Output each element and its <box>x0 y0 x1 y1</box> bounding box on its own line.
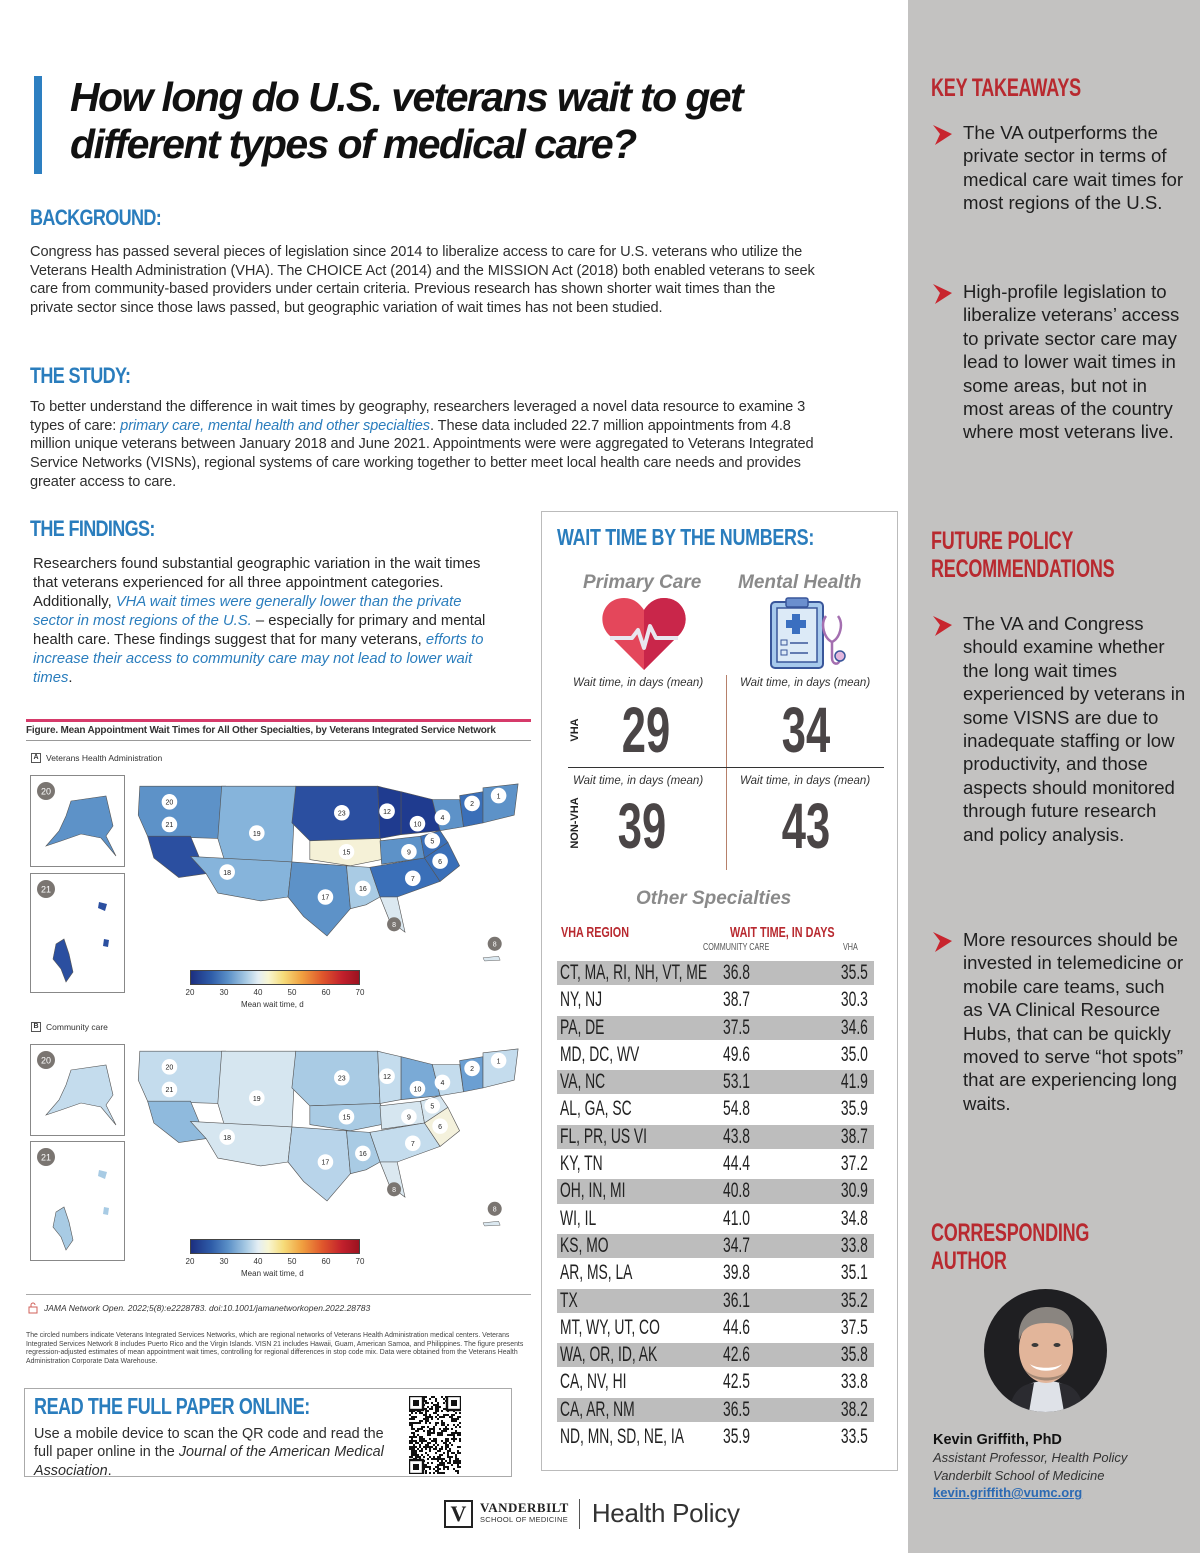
cell-vha: 35.2 <box>841 1288 868 1312</box>
numbers-heading: WAIT TIME BY THE NUMBERS: <box>557 524 814 550</box>
puerto-rico-shape <box>483 1221 500 1226</box>
visn-marker-label: 4 <box>440 815 445 823</box>
panel-a-letter: A <box>31 753 41 763</box>
visn-marker-label: 5 <box>430 838 435 846</box>
wait-label: Wait time, in days (mean) <box>740 677 871 689</box>
scale-tick: 70 <box>355 1257 365 1266</box>
findings-highlight: VHA wait times were generally lower than the private sector in most regions of the U.S. <box>33 594 462 629</box>
cell-community-care: 40.8 <box>723 1179 750 1203</box>
visn-marker-label: 20 <box>40 1055 52 1066</box>
visn-marker-label: 16 <box>358 886 367 894</box>
author-name: Kevin Griffith, PhD <box>933 1432 1062 1448</box>
cell-region: KS, MO <box>560 1233 609 1257</box>
key-takeaways-heading: KEY TAKEAWAYS <box>931 74 1081 102</box>
chevron-right-icon <box>931 283 953 305</box>
wait-label: Wait time, in days (mean) <box>573 677 704 689</box>
heart-pulse-icon <box>602 596 686 672</box>
visn-region-19 <box>218 1051 296 1129</box>
visn-marker-label: 15 <box>342 849 351 857</box>
cell-community-care: 38.7 <box>723 988 750 1012</box>
cell-community-care: 53.1 <box>723 1070 750 1094</box>
scale-tick: 40 <box>253 988 263 997</box>
figure-title-rule <box>26 740 531 741</box>
scale-tick: 60 <box>321 1257 331 1266</box>
scale-tick: 60 <box>321 988 331 997</box>
visn-marker-label: 12 <box>383 1073 391 1081</box>
takeaway-text: The VA outperforms the private sector in terms of medical care wait times for most regions of the U.S. <box>963 122 1184 214</box>
row-shade <box>557 1289 874 1313</box>
scale-tick: 30 <box>219 1257 229 1266</box>
cell-community-care: 36.1 <box>723 1288 750 1312</box>
scale-tick: 50 <box>287 1257 297 1266</box>
findings-text-part: Researchers found substantial geographic variation in the wait times that veterans experienced for all three appointment categories. Additionally, <box>33 556 481 610</box>
table-row <box>557 1288 874 1315</box>
cell-community-care: 43.8 <box>723 1124 750 1148</box>
alaska-map-b <box>31 1045 126 1137</box>
cell-vha: 35.5 <box>841 961 868 984</box>
table-row <box>557 1206 874 1233</box>
table-row <box>557 1369 874 1396</box>
citation-text: JAMA Network Open. 2022;5(8):e2228783. doi:10.1001/jamanetworkopen.2022.28783 <box>44 1303 371 1313</box>
cell-region: MD, DC, WV <box>560 1042 640 1066</box>
visn-marker-label: 21 <box>40 884 52 895</box>
study-highlight: primary care, mental health and other specialties <box>120 417 431 434</box>
panel-b-letter: B <box>31 1022 41 1032</box>
cell-community-care: 37.5 <box>723 1015 750 1039</box>
figure-note: The circled numbers indicate Veterans Integrated Services Networks, which are regional networks of Veterans Health Administration medical centers. Veterans Integrated Services Network 8 includes Puerto Rico and the Virgin Islands. VISN 21 includes Hawaii, Guam, American Samoa, and Philippines. The figure presents regression-adjusted estimates of mean appointment wait times, controlling for regional differences in stop code mix. Data were obtained from the Veterans Health Administration Corporate Data Warehouse. <box>26 1332 524 1365</box>
findings-heading: THE FINDINGS: <box>30 516 155 541</box>
visn-marker-label: 4 <box>440 1080 445 1088</box>
inset-alaska-a <box>30 775 125 867</box>
chevron-right-icon <box>931 931 953 953</box>
visn-marker-label: 1 <box>496 1058 501 1066</box>
table-row <box>557 987 874 1014</box>
study-text-part: . These data included 22.7 million appointments from 4.8 million unique veterans between January 2018 and June 2021. Appointments were were aggregated to Veterans Integrated Service Networks (VISNs), regional systems of care working together to better meet local health care needs and provides greater access to care. <box>30 417 814 490</box>
table-row <box>557 1151 874 1178</box>
cell-vha: 34.6 <box>841 1015 868 1039</box>
scale-tick: 50 <box>287 988 297 997</box>
author-email-link[interactable]: kevin.griffith@vumc.org <box>933 1485 1083 1500</box>
open-lock-icon <box>28 1302 38 1314</box>
logo-text <box>480 1499 569 1525</box>
visn-marker-label: 15 <box>342 1114 351 1122</box>
study-text <box>30 398 830 492</box>
cell-community-care: 42.6 <box>723 1343 750 1367</box>
visn-marker-label: 21 <box>40 1152 52 1163</box>
read-paper-heading: READ THE FULL PAPER ONLINE: <box>34 1393 310 1419</box>
scale-tick: 70 <box>355 988 365 997</box>
panel-a-label <box>31 753 162 763</box>
cell-community-care: 49.6 <box>723 1042 750 1066</box>
cell-community-care: 35.9 <box>723 1425 750 1449</box>
visn-marker-label: 8 <box>392 922 397 930</box>
visn-marker-label: 18 <box>223 869 232 877</box>
cell-community-care: 36.5 <box>723 1397 750 1421</box>
policy-text: The VA and Congress should examine whether the long wait times experienced by veterans in some VISNS are due to inadequate staffing or low productivity, and those aspects should monitored through future research and policy analysis. <box>963 613 1186 845</box>
visn-marker-label: 20 <box>40 786 52 797</box>
col-header-vha: VHA <box>843 942 858 953</box>
nonvha-primary-care-wait: 39 <box>617 790 667 862</box>
table-row <box>557 1397 874 1424</box>
page-title: How long do U.S. veterans wait to get different types of medical care? <box>70 74 743 167</box>
cell-community-care: 39.8 <box>723 1261 750 1285</box>
cell-vha: 37.5 <box>841 1315 868 1339</box>
visn-marker-label: 2 <box>470 1066 475 1074</box>
read-paper-text-part: . <box>107 1462 112 1479</box>
visn-marker-label: 7 <box>410 1141 415 1149</box>
us-map-vha <box>132 780 532 980</box>
background-heading: BACKGROUND: <box>30 205 162 230</box>
table-row <box>557 1042 874 1069</box>
visn-marker-label: 10 <box>413 1086 422 1094</box>
chevron-right-icon <box>931 124 953 146</box>
cell-region: CT, MA, RI, NH, VT, ME <box>560 961 708 984</box>
study-text-part: To better understand the difference in wait times by geography, researchers leveraged a novel data resource to examine 3 types of care: <box>30 399 806 434</box>
scale-tick: 20 <box>185 988 195 997</box>
visn-marker-label: 9 <box>406 849 411 857</box>
visn-marker-label: 8 <box>492 1206 497 1214</box>
visn-marker-label: 12 <box>383 808 391 816</box>
cell-community-care: 34.7 <box>723 1233 750 1257</box>
color-scale-title-a: Mean wait time, d <box>241 1000 304 1009</box>
chevron-right-icon <box>931 615 953 637</box>
cell-community-care: 44.6 <box>723 1315 750 1339</box>
cell-vha: 33.8 <box>841 1370 868 1394</box>
inset-pacific-b <box>30 1141 125 1261</box>
row-label-vha: VHA <box>569 718 581 742</box>
other-specialties-heading: Other Specialties <box>636 888 792 909</box>
scale-tick: 30 <box>219 988 229 997</box>
cell-region: WI, IL <box>560 1206 597 1230</box>
logo-school: SCHOOL OF MEDICINE <box>480 1514 569 1524</box>
table-row <box>557 1233 874 1260</box>
cell-vha: 38.2 <box>841 1397 868 1421</box>
findings-text-part: – especially for primary and mental health care. These findings suggest that for many veterans, <box>33 613 486 648</box>
figure-top-rule <box>26 719 531 722</box>
cell-vha: 35.0 <box>841 1042 868 1066</box>
title-accent-bar <box>34 76 42 174</box>
visn-marker-label: 19 <box>252 1095 261 1103</box>
cell-vha: 30.9 <box>841 1179 868 1203</box>
visn-marker-label: 17 <box>321 1159 330 1167</box>
figure-title: Figure. Mean Appointment Wait Times for All Other Specialties, by Veterans Integrated Service Network <box>26 725 496 736</box>
cell-vha: 35.1 <box>841 1261 868 1285</box>
findings-text <box>33 555 503 688</box>
table-row <box>557 1069 874 1096</box>
logo-university: VANDERBILT <box>480 1499 569 1515</box>
logo-department: Health Policy <box>591 1498 740 1528</box>
cell-vha: 33.5 <box>841 1425 868 1449</box>
read-paper-text-part: Use a mobile device to scan the QR code and read the full paper online in the <box>34 1426 384 1461</box>
visn-marker-label: 19 <box>252 830 261 838</box>
category-primary-care: Primary Care <box>583 572 702 593</box>
color-scale-a <box>190 970 360 985</box>
visn-marker-label: 5 <box>430 1103 435 1111</box>
visn-marker-label: 8 <box>492 941 497 949</box>
table-row <box>557 1015 874 1042</box>
alaska-map-a <box>31 776 126 868</box>
visn-marker-label: 18 <box>223 1134 232 1142</box>
visn-region-20 <box>138 786 225 838</box>
qr-code[interactable] <box>409 1396 461 1474</box>
visn-marker-label: 23 <box>337 1075 346 1083</box>
background-text: Congress has passed several pieces of legislation since 2014 to liberalize access to care for U.S. veterans who utilize the Veterans Health Administration (VHA). The CHOICE Act (2014) and the MISSION Act (2018) both enabled veterans to seek care from community-based providers under certain criteria. Previous research has shown shorter wait times than the private sector since those laws passed, but geographic variation of wait times has not been studied. <box>30 244 815 317</box>
cell-region: WA, OR, ID, AK <box>560 1343 658 1367</box>
panel-a-title: Veterans Health Administration <box>46 753 163 763</box>
visn-marker-label: 2 <box>470 801 475 809</box>
cell-region: ND, MN, SD, NE, IA <box>560 1425 684 1449</box>
visn-marker-label: 10 <box>413 821 422 829</box>
table-row <box>557 1124 874 1151</box>
cell-community-care: 36.8 <box>723 961 750 984</box>
cell-region: AR, MS, LA <box>560 1261 633 1285</box>
category-mental-health: Mental Health <box>738 572 862 593</box>
cell-vha: 37.2 <box>841 1152 868 1176</box>
table-row <box>557 1178 874 1205</box>
table-row <box>557 1260 874 1287</box>
cell-vha: 34.8 <box>841 1206 868 1230</box>
inset-pacific-a <box>30 873 125 993</box>
vha-primary-care-wait: 29 <box>621 694 671 766</box>
inset-alaska-b <box>30 1044 125 1136</box>
puerto-rico-shape <box>483 956 500 961</box>
cell-vha: 38.7 <box>841 1124 868 1148</box>
table-row <box>557 1342 874 1369</box>
policy-text: More resources should be invested in telemedicine or mobile care teams, such as VA Clinical Resource Hubs, that can be quickly moved to serve “hot spots” that are experiencing long waits. <box>963 929 1184 1114</box>
visn-marker-label: 1 <box>496 793 501 801</box>
vanderbilt-v-icon: V <box>444 1500 473 1528</box>
cell-region: VA, NC <box>560 1070 606 1094</box>
cell-region: CA, NV, HI <box>560 1370 627 1394</box>
author-affiliation: Vanderbilt School of Medicine <box>933 1468 1105 1483</box>
cell-region: CA, AR, NM <box>560 1397 635 1421</box>
cell-region: KY, TN <box>560 1152 603 1176</box>
citation-rule <box>26 1294 531 1295</box>
citation[interactable] <box>28 1302 370 1314</box>
color-scale-title-b: Mean wait time, d <box>241 1269 304 1278</box>
visn-marker-label: 20 <box>165 1064 174 1072</box>
cell-vha: 35.8 <box>841 1343 868 1367</box>
panel-b-label <box>31 1022 108 1032</box>
visn-marker-label: 6 <box>438 1123 443 1131</box>
visn-marker-label: 21 <box>165 1087 174 1095</box>
visn-region-18 <box>191 856 292 900</box>
cell-region: FL, PR, US VI <box>560 1124 648 1148</box>
author-heading-line2: AUTHOR <box>931 1247 1007 1275</box>
author-photo <box>984 1289 1107 1412</box>
cell-community-care: 54.8 <box>723 1097 750 1121</box>
visn-marker-label: 16 <box>358 1151 367 1159</box>
cell-vha: 35.9 <box>841 1097 868 1121</box>
visn-region-19 <box>218 786 296 864</box>
cell-region: PA, DE <box>560 1015 605 1039</box>
cell-region: TX <box>560 1288 578 1312</box>
scale-tick: 20 <box>185 1257 195 1266</box>
author-portrait <box>984 1289 1107 1412</box>
visn-marker-label: 6 <box>438 858 443 866</box>
findings-text-part: . <box>68 670 73 686</box>
cell-vha: 30.3 <box>841 988 868 1012</box>
visn-region-20 <box>138 1051 225 1103</box>
visn-marker-label: 20 <box>165 799 174 807</box>
read-paper-text <box>34 1425 384 1480</box>
col-header-community-care: COMMUNITY CARE <box>703 942 770 953</box>
col-header-region: VHA REGION <box>561 924 630 941</box>
visn-marker-label: 9 <box>406 1114 411 1122</box>
wait-label: Wait time, in days (mean) <box>740 775 871 787</box>
scale-tick: 40 <box>253 1257 263 1266</box>
logo-divider <box>579 1499 580 1529</box>
study-heading: THE STUDY: <box>30 363 131 388</box>
visn-region-18 <box>191 1121 292 1165</box>
cell-vha: 41.9 <box>841 1070 868 1094</box>
cell-region: MT, WY, UT, CO <box>560 1315 660 1339</box>
table-row <box>557 1424 874 1451</box>
clipboard-stethoscope-icon <box>768 594 848 672</box>
row-label-non-vha: NON-VHA <box>569 797 581 849</box>
journal-name: Journal of the American Medical Association <box>34 1444 384 1479</box>
visn-marker-label: 17 <box>321 894 330 902</box>
other-specialties-table <box>557 960 874 1451</box>
panel-b-title: Community care <box>46 1022 108 1032</box>
cell-vha: 33.8 <box>841 1233 868 1257</box>
policy-heading-line1: FUTURE POLICY <box>931 527 1074 555</box>
cell-community-care: 44.4 <box>723 1152 750 1176</box>
wait-label: Wait time, in days (mean) <box>573 775 704 787</box>
visn-marker-label: 21 <box>165 822 174 830</box>
cell-community-care: 42.5 <box>723 1370 750 1394</box>
cell-community-care: 41.0 <box>723 1206 750 1230</box>
visn-marker-label: 23 <box>337 810 346 818</box>
color-scale-b <box>190 1239 360 1254</box>
numbers-vertical-divider <box>726 675 727 870</box>
author-heading-line1: CORRESPONDING <box>931 1219 1090 1247</box>
numbers-horizontal-divider <box>568 767 884 768</box>
findings-highlight: efforts to increase their access to community care may not lead to lower wait times <box>33 632 484 686</box>
policy-heading-line2: RECOMMENDATIONS <box>931 555 1115 583</box>
table-row <box>557 1315 874 1342</box>
cell-region: OH, IN, MI <box>560 1179 626 1203</box>
table-row <box>557 1096 874 1123</box>
vha-mental-health-wait: 34 <box>781 694 831 766</box>
us-map-community <box>132 1045 532 1245</box>
vanderbilt-logo <box>444 1498 740 1529</box>
visn-marker-label: 7 <box>410 876 415 884</box>
col-header-wait: WAIT TIME, IN DAYS <box>730 924 835 941</box>
row-shade <box>557 1016 874 1040</box>
nonvha-mental-health-wait: 43 <box>781 790 831 862</box>
takeaway-text: High-profile legislation to liberalize veterans’ access to private sector care may lead to lower wait times in some areas, but not in most areas of the country where most veterans live. <box>963 281 1180 443</box>
table-row <box>557 960 874 987</box>
author-title: Assistant Professor, Health Policy <box>933 1450 1128 1465</box>
cell-region: NY, NJ <box>560 988 603 1012</box>
cell-region: AL, GA, SC <box>560 1097 632 1121</box>
visn-marker-label: 8 <box>392 1187 397 1195</box>
